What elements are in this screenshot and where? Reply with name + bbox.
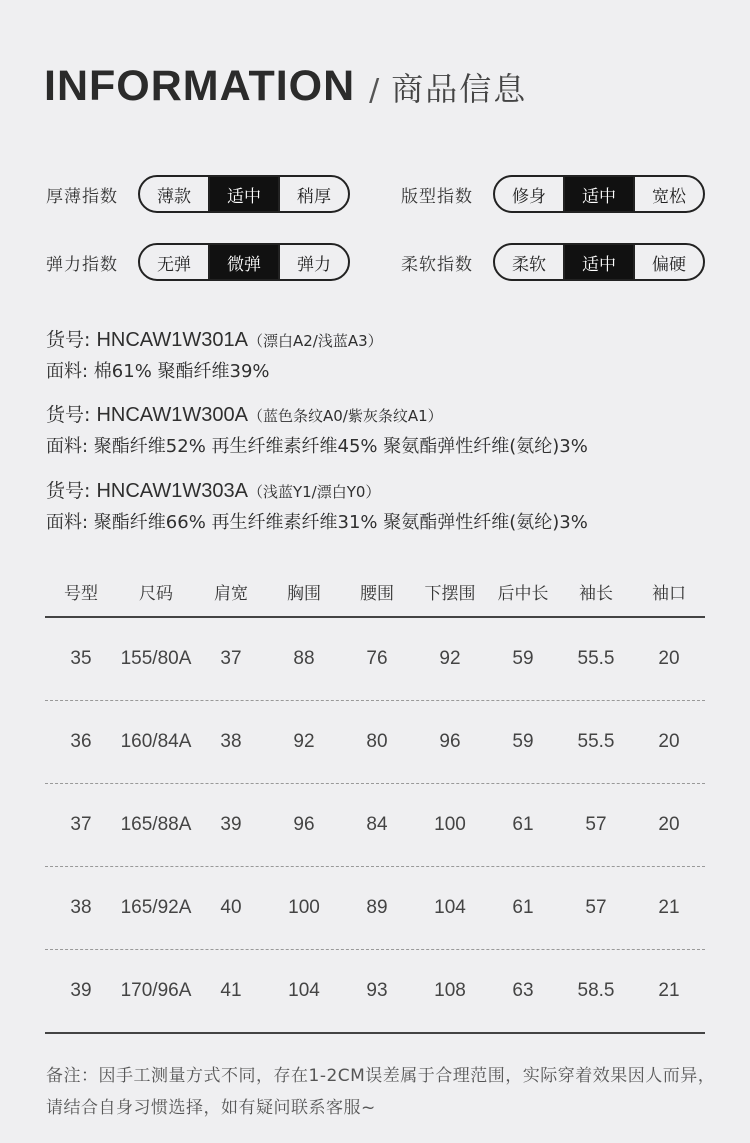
table-cell: 55.5: [577, 648, 615, 669]
table-cell: 55.5: [577, 731, 615, 752]
table-cell: 20: [658, 814, 680, 835]
option-regular-selected: 适中: [563, 177, 633, 211]
title-separator: /: [369, 73, 380, 108]
header-cell: 胸围: [287, 583, 321, 604]
table-cell: 92: [439, 648, 461, 669]
code-label: 货号:: [46, 329, 97, 351]
table-header: [45, 566, 705, 616]
index-elasticity: [46, 243, 350, 281]
table-cell: 58.5: [577, 980, 615, 1001]
index-options: [138, 243, 350, 281]
table-cell: 41: [220, 980, 242, 1001]
table-cell: 20: [658, 731, 680, 752]
option-medium-selected: 适中: [208, 177, 278, 211]
product-code-line: [46, 399, 588, 431]
table-cell: 100: [288, 897, 320, 918]
table-cell: 39: [220, 814, 242, 835]
option-medium-selected: 适中: [563, 245, 633, 279]
table-cell: 96: [439, 731, 461, 752]
table-row: [45, 701, 705, 784]
header-cell: 号型: [64, 583, 98, 604]
option-slim: 修身: [512, 186, 546, 207]
product-code: HNCAW1W300A: [96, 404, 248, 426]
table-row: [45, 950, 705, 1034]
table-row: [45, 618, 705, 701]
product-fabric: 面料: 聚酯纤维66% 再生纤维素纤维31% 聚氨酯弹性纤维(氨纶)3%: [46, 512, 588, 533]
product-code-line: [46, 475, 588, 507]
footnote: 备注：因手工测量方式不同，存在1-2CM误差属于合理范围，实际穿着效果因人而异，请结合自身习惯选择，如有疑问联系客服~: [46, 1066, 716, 1118]
table-cell: 59: [512, 731, 534, 752]
option-soft: 柔软: [512, 254, 546, 275]
index-label: 弹力指数: [46, 254, 118, 275]
table-cell: 38: [220, 731, 242, 752]
product-fabric: 面料: 棉61% 聚酯纤维39%: [46, 361, 270, 382]
option-stretch: 弹力: [278, 245, 348, 279]
table-cell: 155/80A: [120, 648, 192, 669]
table-cell: 57: [585, 814, 607, 835]
product-info-1: [46, 324, 383, 388]
code-label: 货号:: [46, 480, 97, 502]
table-cell: 37: [70, 814, 92, 835]
index-thickness: [46, 175, 350, 213]
option-thick: 稍厚: [278, 177, 348, 211]
code-label: 货号:: [46, 404, 97, 426]
table-cell: 92: [293, 731, 315, 752]
header-cell: 袖长: [579, 583, 613, 604]
table-cell: 61: [512, 814, 534, 835]
table-cell: 38: [70, 897, 92, 918]
table-row: [45, 867, 705, 950]
table-cell: 36: [70, 731, 92, 752]
product-code: HNCAW1W303A: [96, 480, 248, 502]
table-cell: 39: [70, 980, 92, 1001]
product-info-2: [46, 399, 588, 463]
table-cell: 104: [434, 897, 466, 918]
table-cell: 100: [434, 814, 466, 835]
table-cell: 20: [658, 648, 680, 669]
header-cell: 尺码: [139, 583, 173, 604]
table-cell: 61: [512, 897, 534, 918]
header-cell: 袖口: [652, 583, 686, 604]
index-label: 柔软指数: [401, 254, 473, 275]
header-cell: 后中长: [497, 583, 549, 604]
header-cell: 下摆围: [424, 583, 476, 604]
table-cell: 59: [512, 648, 534, 669]
table-cell: 21: [658, 897, 680, 918]
product-colors: （浅蓝Y1/漂白Y0）: [247, 483, 381, 501]
title-en: INFORMATION: [44, 62, 356, 110]
option-thin: 薄款: [157, 186, 191, 207]
table-cell: 80: [366, 731, 388, 752]
option-slight-stretch-selected: 微弹: [208, 245, 278, 279]
product-code-line: [46, 324, 383, 356]
table-cell: 40: [220, 897, 242, 918]
header-cell: 腰围: [360, 583, 394, 604]
size-table: [45, 566, 705, 1034]
table-cell: 35: [70, 648, 92, 669]
index-label: 厚薄指数: [46, 186, 118, 207]
index-fit: [401, 175, 705, 213]
product-fabric: 面料: 聚酯纤维52% 再生纤维素纤维45% 聚氨酯弹性纤维(氨纶)3%: [46, 436, 588, 457]
table-cell: 21: [658, 980, 680, 1001]
table-cell: 63: [512, 980, 534, 1001]
table-cell: 160/84A: [120, 731, 192, 752]
table-cell: 89: [366, 897, 388, 918]
product-colors: （漂白A2/浅蓝A3）: [247, 332, 383, 350]
page-title: [44, 62, 527, 116]
table-cell: 165/92A: [120, 897, 192, 918]
title-cn: 商品信息: [391, 70, 528, 108]
table-cell: 76: [366, 648, 388, 669]
header-cell: 肩宽: [214, 583, 248, 604]
table-cell: 165/88A: [120, 814, 192, 835]
index-options: [493, 243, 705, 281]
table-cell: 96: [293, 814, 315, 835]
product-colors: （蓝色条纹A0/紫灰条纹A1）: [247, 407, 443, 425]
table-cell: 93: [366, 980, 388, 1001]
table-cell: 104: [288, 980, 320, 1001]
index-softness: [401, 243, 705, 281]
table-cell: 84: [366, 814, 388, 835]
index-options: [493, 175, 705, 213]
table-cell: 88: [293, 648, 315, 669]
option-loose: 宽松: [633, 177, 703, 211]
table-cell: 108: [434, 980, 466, 1001]
table-cell: 170/96A: [120, 980, 192, 1001]
product-info-3: [46, 475, 588, 539]
product-code: HNCAW1W301A: [96, 329, 248, 351]
table-cell: 37: [220, 648, 242, 669]
table-cell: 57: [585, 897, 607, 918]
table-body: [45, 618, 705, 1034]
index-label: 版型指数: [401, 186, 473, 207]
option-stiff: 偏硬: [633, 245, 703, 279]
index-options: [138, 175, 350, 213]
table-row: [45, 784, 705, 867]
option-no-stretch: 无弹: [157, 254, 191, 275]
